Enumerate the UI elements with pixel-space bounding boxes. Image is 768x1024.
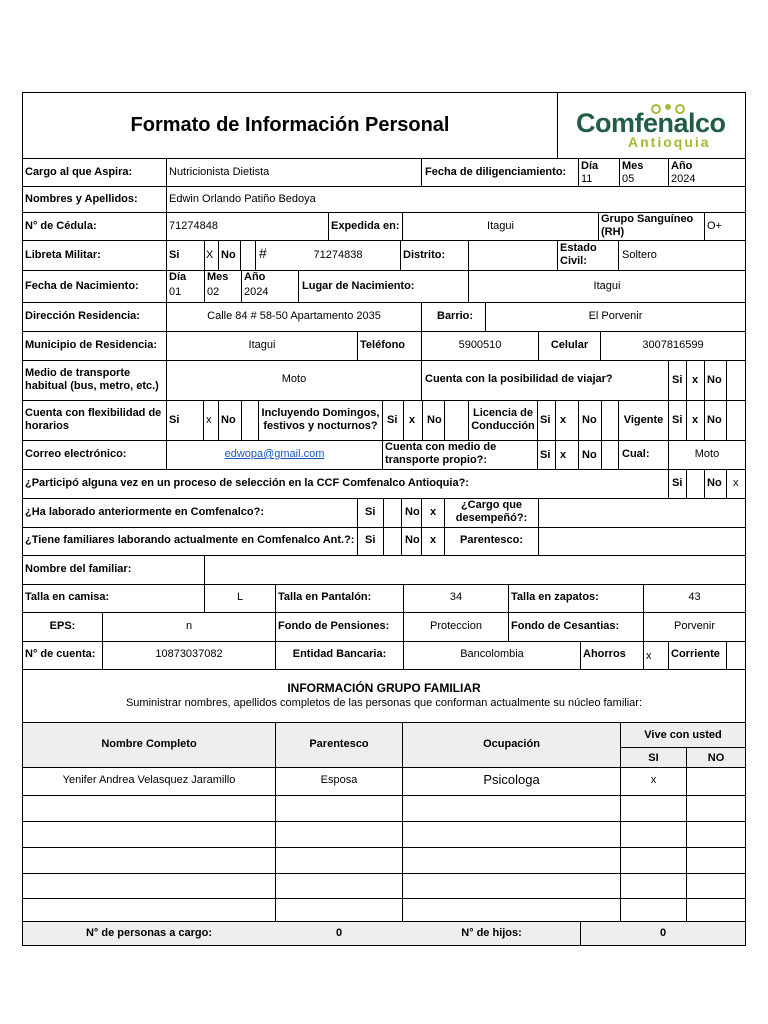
cargo-value[interactable]: Nutricionista Dietista (169, 166, 270, 178)
distrito-label: Distrito: (403, 249, 446, 261)
page-title: Formato de Información Personal (130, 114, 450, 136)
viajar-mark[interactable]: x (692, 374, 699, 386)
eps-value[interactable]: n (185, 620, 193, 632)
nac-anio-label: Año (244, 271, 266, 283)
expedida-label: Expedida en: (331, 220, 400, 232)
fecha-dilig-label: Fecha de diligenciamiento: (425, 166, 567, 178)
camisa-value[interactable]: L (236, 591, 244, 603)
anio-label: Año (671, 160, 693, 172)
municipio-label: Municipio de Residencia: (25, 339, 158, 351)
licencia-si: Si (540, 414, 551, 426)
cuenta-label: N° de cuenta: (25, 648, 96, 660)
nombre-familiar-label: Nombre del familiar: (25, 563, 132, 575)
domingos-mark[interactable]: x (409, 414, 416, 426)
pensiones-label: Fondo de Pensiones: (278, 620, 390, 632)
col-no-header: NO (707, 752, 725, 764)
correo-label: Correo electrónico: (25, 448, 127, 460)
nac-label: Fecha de Nacimiento: (25, 280, 139, 292)
viajar-no: No (707, 374, 722, 386)
pantalon-value[interactable]: 34 (449, 591, 463, 603)
transporte-label: Medio de transporte habitual (bus, metro, etc.) (25, 367, 159, 392)
medio-si: Si (540, 449, 551, 461)
estado-value[interactable]: Soltero (622, 249, 657, 261)
logo-subtext: Antioquia (628, 134, 711, 150)
col-vive-header: Vive con usted (644, 729, 722, 741)
cargo-desemp-label: ¿Cargo que desempeñó?: (455, 499, 528, 524)
camisa-label: Talla en camisa: (25, 591, 110, 603)
laborado-no: No (405, 506, 420, 518)
participo-label: ¿Participó alguna vez en un proceso de selección en la CCF Comfenalco Antioquia?: (25, 477, 469, 489)
familiares-mark[interactable]: x (430, 534, 437, 546)
familiares-label: ¿Tiene familiares laborando actualmente en Comfenalco Ant.?: (25, 534, 355, 546)
nac-mes-value[interactable]: 02 (207, 286, 220, 298)
laborado-label: ¿Ha laborado anteriormente en Comfenalco?: (25, 506, 264, 518)
parentesco-label: Parentesco: (460, 534, 523, 546)
mes-value[interactable]: 05 (622, 173, 635, 185)
libreta-label: Libreta Militar: (25, 249, 101, 261)
domingos-label: Incluyendo Domingos, festivos y nocturnos? (261, 407, 380, 432)
dia-value[interactable]: 11 (581, 173, 593, 185)
col-ocupacion-header: Ocupación (483, 738, 540, 750)
family-row-ocupacion[interactable]: Psicologa (483, 772, 540, 787)
nombres-value[interactable]: Edwin Orlando Patiño Bedoya (169, 193, 316, 205)
licencia-no: No (582, 414, 597, 426)
participo-mark[interactable]: x (733, 477, 739, 489)
domingos-no: No (427, 414, 442, 426)
viajar-si: Si (672, 374, 683, 386)
nac-mes-label: Mes (207, 271, 229, 283)
libreta-num[interactable]: 71274838 (313, 249, 363, 261)
cuenta-value[interactable]: 10873037082 (155, 648, 223, 660)
laborado-mark[interactable]: x (430, 506, 437, 518)
dia-label: Día (581, 160, 599, 172)
family-row-si[interactable]: x (650, 774, 657, 786)
libreta-no: No (221, 249, 236, 261)
laborado-si: Si (365, 506, 376, 518)
family-row-parentesco[interactable]: Esposa (320, 774, 358, 786)
correo-value[interactable] (167, 448, 382, 461)
flex-mark[interactable]: x (206, 414, 212, 426)
flex-si: Si (169, 414, 180, 426)
corriente-label: Corriente (671, 648, 720, 660)
entidad-value[interactable]: Bancolombia (460, 648, 524, 660)
zapatos-label: Talla en zapatos: (511, 591, 599, 603)
ahorros-label: Ahorros (583, 648, 626, 660)
barrio-value[interactable]: El Porvenir (588, 310, 643, 322)
family-subtitle: Suministrar nombres, apellidos completos de las personas que conforman actualmente su núcleo familiar: (125, 697, 643, 709)
cesantias-label: Fondo de Cesantias: (511, 620, 620, 632)
nac-anio-value[interactable]: 2024 (244, 286, 269, 298)
cual-label: Cual: (622, 448, 650, 460)
libreta-mark[interactable]: X (206, 249, 214, 261)
celular-value[interactable]: 3007816599 (642, 339, 704, 351)
medio-no: No (582, 449, 597, 461)
personas-label: N° de personas a cargo: (85, 927, 213, 939)
vigente-si: Si (672, 414, 683, 426)
lugar-label: Lugar de Nacimiento: (302, 280, 415, 292)
cargo-label: Cargo al que Aspira: (25, 166, 133, 178)
barrio-label: Barrio: (437, 310, 474, 322)
familiares-si: Si (365, 534, 376, 546)
expedida-value[interactable]: Itagui (487, 220, 514, 232)
transporte-value[interactable]: Moto (281, 373, 307, 385)
pantalon-label: Talla en Pantalón: (278, 591, 372, 603)
cedula-value[interactable]: 71274848 (169, 220, 218, 232)
correo-link[interactable]: edwopa@gmail.com (224, 448, 325, 460)
municipio-value[interactable]: Itagui (248, 339, 276, 351)
family-row-nombre[interactable]: Yenifer Andrea Velasquez Jaramillo (62, 774, 236, 786)
hijos-label: N° de hijos: (461, 927, 522, 939)
family-title: INFORMACIÓN GRUPO FAMILIAR (287, 681, 481, 695)
viajar-label: Cuenta con la posibilidad de viajar? (425, 373, 613, 385)
vigente-mark[interactable]: x (692, 414, 699, 426)
flex-label: Cuenta con flexibilidad de horarios (25, 407, 162, 432)
direccion-value[interactable]: Calle 84 # 58-50 Apartamento 2035 (207, 310, 381, 322)
participo-si: Si (672, 477, 683, 489)
nombres-label: Nombres y Apellidos: (25, 193, 138, 205)
hijos-value[interactable]: 0 (659, 927, 667, 939)
participo-no: No (707, 477, 722, 489)
vigente-no: No (707, 414, 722, 426)
cual-value[interactable]: Moto (694, 448, 720, 460)
direccion-label: Dirección Residencia: (25, 310, 140, 322)
vigente-label: Vigente (623, 414, 664, 426)
celular-label: Celular (550, 339, 589, 351)
cesantias-value[interactable]: Porvenir (674, 620, 715, 632)
familiares-no: No (405, 534, 420, 546)
logo-text: Comfenalco (576, 108, 726, 138)
zapatos-value[interactable]: 43 (688, 591, 701, 603)
grupo-label: Grupo Sanguíneo (RH) (601, 213, 694, 238)
medio-propio-label: Cuenta con medio de transporte propio?: (385, 441, 497, 466)
col-si-header: SI (648, 752, 659, 764)
flex-no: No (221, 414, 236, 426)
telefono-label: Teléfono (360, 339, 406, 351)
domingos-si: Si (387, 414, 398, 426)
telefono-value[interactable]: 5900510 (458, 339, 502, 351)
pensiones-value[interactable]: Proteccion (430, 620, 482, 632)
medio-mark[interactable]: x (560, 449, 567, 461)
entidad-label: Entidad Bancaria: (292, 648, 387, 660)
nac-dia-value[interactable]: 01 (169, 286, 182, 298)
estado-label: Estado Civil: (560, 242, 597, 267)
anio-value[interactable]: 2024 (671, 173, 696, 185)
col-nombre-header: Nombre Completo (101, 738, 197, 750)
cedula-label: N° de Cédula: (25, 220, 97, 232)
eps-label: EPS: (49, 620, 76, 632)
nac-dia-label: Día (169, 271, 187, 283)
mes-label: Mes (622, 160, 644, 172)
ahorros-mark[interactable]: x (646, 650, 652, 662)
lugar-value[interactable]: Itagui (593, 280, 621, 292)
col-parentesco-header: Parentesco (309, 738, 369, 750)
personas-value[interactable]: 0 (335, 927, 343, 939)
libreta-hash: # (259, 245, 267, 261)
licencia-label: Licencia de Conducción (471, 407, 535, 432)
grupo-value[interactable]: O+ (707, 220, 722, 232)
licencia-mark[interactable]: x (560, 414, 567, 426)
libreta-si: Si (169, 249, 180, 261)
